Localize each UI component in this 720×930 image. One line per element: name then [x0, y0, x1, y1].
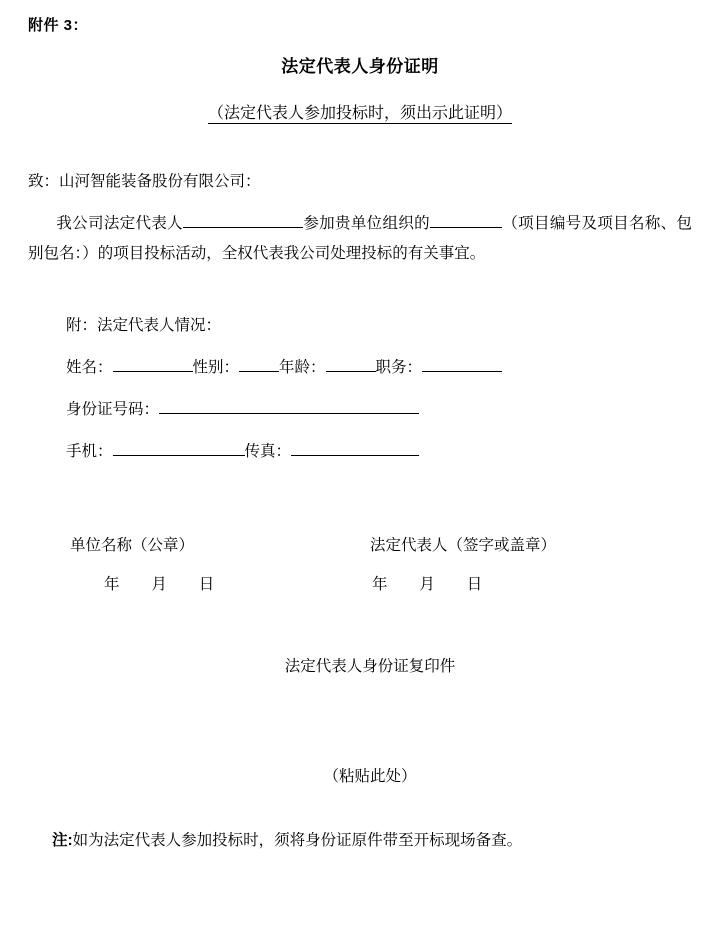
company-date-label: 年 月 日 — [104, 576, 229, 593]
legal-rep-name-blank[interactable] — [183, 227, 303, 228]
label-gender: 性别： — [192, 359, 240, 376]
legal-rep-signature-label: 法定代表人（签字或盖章） — [370, 537, 557, 554]
name-blank[interactable] — [113, 371, 193, 372]
id-copy-note: 法定代表人身份证复印件 — [284, 658, 456, 675]
attachment-label: 附件 3： — [28, 17, 89, 34]
addressee-line: 致：山河智能装备股份有限公司： — [28, 173, 261, 190]
footer-note — [52, 828, 694, 850]
label-name: 姓名： — [66, 359, 113, 376]
attachment-heading: 附：法定代表人情况： — [66, 317, 222, 334]
id-number-line — [66, 397, 694, 419]
label-position: 职务： — [375, 359, 423, 376]
paste-here-note: （粘贴此处） — [323, 768, 417, 785]
document-subtitle — [26, 100, 694, 123]
project-blank[interactable] — [430, 227, 502, 228]
company-seal-label: 单位名称（公章） — [70, 537, 195, 554]
body-segment-3: （项目编号及项目名称、包别包名：）的项目投标活动，全权代表我公司处理投标的有关事宜。 — [28, 215, 692, 262]
position-blank[interactable] — [422, 371, 502, 372]
mobile-blank[interactable] — [113, 455, 245, 456]
age-blank[interactable] — [326, 371, 376, 372]
body-segment-2: 参加贵单位组织的 — [303, 215, 430, 232]
label-age: 年龄： — [279, 359, 326, 376]
gender-blank[interactable] — [239, 371, 279, 372]
label-id-number: 身份证号码： — [66, 401, 160, 418]
footer-note-prefix: 注: — [52, 832, 73, 849]
signature-row — [26, 533, 694, 555]
date-row — [26, 572, 694, 594]
footer-note-text: 如为法定代表人参加投标时，须将身份证原件带至开标现场备查。 — [72, 832, 523, 849]
body-paragraph — [28, 209, 692, 269]
page-title: 法定代表人身份证明 — [281, 57, 439, 76]
document-subtitle-text: （法定代表人参加投标时，须出示此证明） — [207, 105, 512, 122]
label-mobile: 手机： — [66, 443, 113, 460]
id-number-blank[interactable] — [159, 413, 419, 414]
body-segment-1: 我公司法定代表人 — [56, 215, 183, 232]
contact-line — [66, 439, 694, 461]
attachment-details-block — [66, 313, 694, 461]
label-fax: 传真： — [244, 443, 292, 460]
fax-blank[interactable] — [291, 455, 419, 456]
personal-info-line — [66, 355, 694, 377]
legal-rep-date-label: 年 月 日 — [372, 576, 497, 593]
